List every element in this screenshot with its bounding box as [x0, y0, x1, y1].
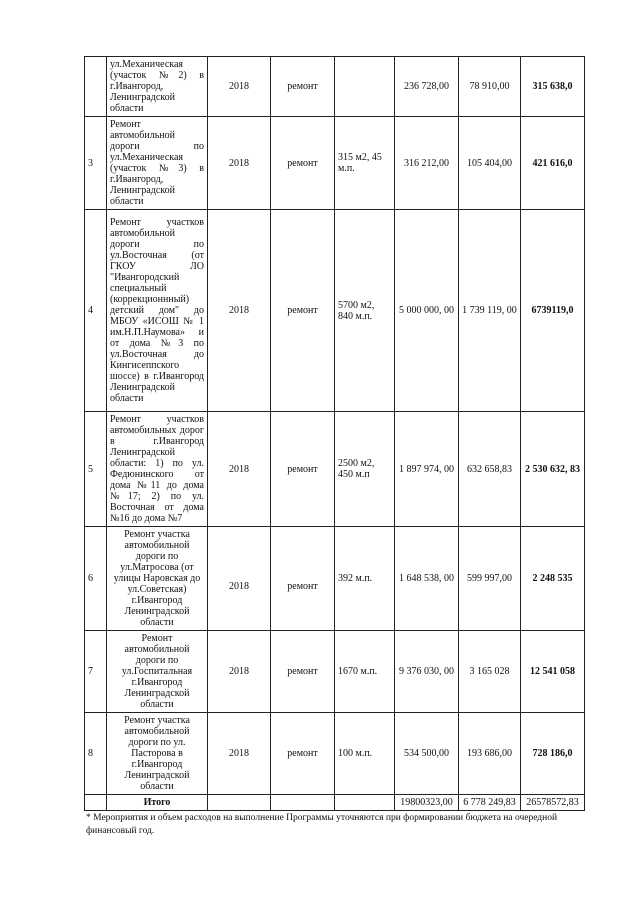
table-row: [85, 631, 585, 713]
row-year: 2018: [208, 713, 271, 795]
row-number: [85, 57, 107, 117]
row-volume: 315 м2, 45 м.п.: [335, 117, 395, 210]
row-total: 2 248 535: [521, 527, 585, 631]
row-name: Ремонт участков автомобильных дорог в г.Ивангород Ленинградской области: 1) по ул. Федюнинского от дома №11 до дома №17; 2) по ул. Восточная от дома №16 до дома №7: [107, 412, 208, 527]
row-volume: 392 м.п.: [335, 527, 395, 631]
row-name: Ремонт участков автомобильной дороги по ул.Восточная (от ГКОУ ЛО "Ивангородский специальный (коррекционнный) детский дом" до МБОУ «ИСОШ № 1 им.Н.П.Наумова» и от дома №3 по ул.Восточная до Кингисеппского шоссе) в г.Ивангород Ленинградской области: [107, 210, 208, 412]
row-name: Ремонт автомобильной дороги по ул.Механическая (участок №3) в г.Ивангород, Ленинградской области: [107, 117, 208, 210]
row-sum-2: 105 404,00: [459, 117, 521, 210]
row-sum-1: 5 000 000, 00: [395, 210, 459, 412]
row-kind: ремонт: [271, 713, 335, 795]
row-sum-1: 1 648 538, 00: [395, 527, 459, 631]
row-volume: 5700 м2, 840 м.п.: [335, 210, 395, 412]
row-year: 2018: [208, 412, 271, 527]
totals-empty-cell: [335, 795, 395, 811]
row-number: 7: [85, 631, 107, 713]
row-sum-2: 193 686,00: [459, 713, 521, 795]
totals-empty-cell: [271, 795, 335, 811]
row-kind: ремонт: [271, 412, 335, 527]
row-name: Ремонт участка автомобильной дороги по ул. Пасторова в г.Ивангород Ленинградской области: [107, 713, 208, 795]
row-kind: ремонт: [271, 527, 335, 631]
row-kind: ремонт: [271, 210, 335, 412]
totals-empty-cell: [85, 795, 107, 811]
row-total: 728 186,0: [521, 713, 585, 795]
table-row: [85, 210, 585, 412]
row-year: 2018: [208, 527, 271, 631]
row-sum-1: 534 500,00: [395, 713, 459, 795]
row-volume: 100 м.п.: [335, 713, 395, 795]
row-sum-1: 1 897 974, 00: [395, 412, 459, 527]
totals-label: Итого: [107, 795, 208, 811]
row-kind: ремонт: [271, 631, 335, 713]
totals-sum-1: 19800323,00: [395, 795, 459, 811]
totals-total: 26578572,83: [521, 795, 585, 811]
totals-empty-cell: [208, 795, 271, 811]
row-year: 2018: [208, 210, 271, 412]
table-row: [85, 527, 585, 631]
row-sum-2: 599 997,00: [459, 527, 521, 631]
row-sum-2: 632 658,83: [459, 412, 521, 527]
row-volume: [335, 57, 395, 117]
table-row: [85, 57, 585, 117]
row-sum-2: 3 165 028: [459, 631, 521, 713]
row-year: 2018: [208, 117, 271, 210]
row-number: 8: [85, 713, 107, 795]
totals-row: [85, 795, 585, 811]
row-number: 6: [85, 527, 107, 631]
budget-table: [84, 56, 585, 811]
row-sum-1: 316 212,00: [395, 117, 459, 210]
totals-sum-2: 6 778 249,83: [459, 795, 521, 811]
row-volume: 1670 м.п.: [335, 631, 395, 713]
row-total: 12 541 058: [521, 631, 585, 713]
row-name: Ремонт участка автомобильной дороги по ул.Матросова (от улицы Наровская до ул.Советская) г.Ивангород Ленинградской области: [107, 527, 208, 631]
row-total: 6739119,0: [521, 210, 585, 412]
footnote: * Мероприятия и объем расходов на выполнение Программы уточняются при формировании бюджета на очередной финансовый год.: [86, 813, 558, 836]
row-number: 3: [85, 117, 107, 210]
row-year: 2018: [208, 57, 271, 117]
row-sum-1: 236 728,00: [395, 57, 459, 117]
row-sum-2: 78 910,00: [459, 57, 521, 117]
row-volume: 2500 м2, 450 м.п: [335, 412, 395, 527]
row-number: 5: [85, 412, 107, 527]
table-row: [85, 412, 585, 527]
row-sum-2: 1 739 119, 00: [459, 210, 521, 412]
row-kind: ремонт: [271, 57, 335, 117]
table-row: [85, 713, 585, 795]
row-year: 2018: [208, 631, 271, 713]
row-total: 2 530 632, 83: [521, 412, 585, 527]
row-total: 421 616,0: [521, 117, 585, 210]
row-sum-1: 9 376 030, 00: [395, 631, 459, 713]
row-name: ул.Механическая (участок №2) в г.Ивангород, Ленинградской области: [107, 57, 208, 117]
row-kind: ремонт: [271, 117, 335, 210]
row-total: 315 638,0: [521, 57, 585, 117]
row-number: 4: [85, 210, 107, 412]
row-name: Ремонт автомобильной дороги по ул.Госпитальная г.Ивангород Ленинградской области: [107, 631, 208, 713]
table-row: [85, 117, 585, 210]
